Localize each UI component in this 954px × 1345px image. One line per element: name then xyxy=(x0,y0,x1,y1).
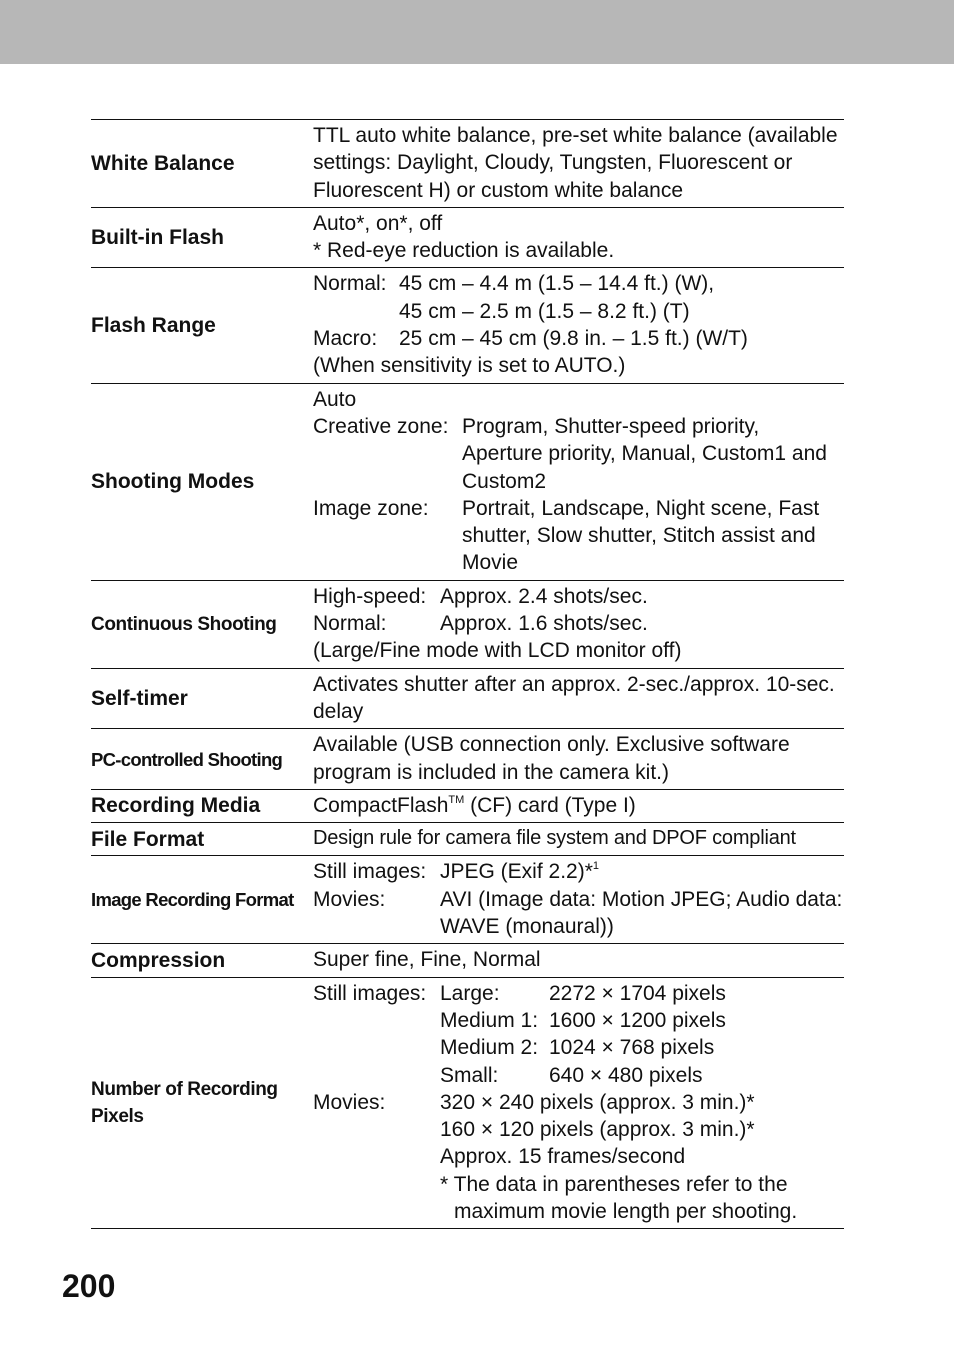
media-text-rest: (CF) card (Type I) xyxy=(464,793,636,817)
continuous-normal-line xyxy=(313,610,844,637)
spec-value-text: TTL auto white balance, pre-set white balance (available settings: Daylight, Cloudy, Tungsten, Fluorescent or Fluorescent H) or custom white balance xyxy=(313,124,838,202)
spec-value xyxy=(313,384,844,580)
spec-value-line: Auto*, on*, off xyxy=(313,211,443,235)
pixels-mov3: Approx. 15 frames/second xyxy=(440,1145,686,1169)
pixels-mov3-line xyxy=(313,1143,844,1170)
spec-label: PC-controlled Shooting xyxy=(91,748,283,770)
spec-table xyxy=(91,119,844,1229)
pixels-footnote-line xyxy=(313,1171,844,1226)
spec-label: Image Recording Format xyxy=(91,889,294,911)
footnote-ref: 1 xyxy=(592,860,600,873)
spec-value xyxy=(313,208,844,268)
spec-value xyxy=(313,856,844,943)
spec-value xyxy=(313,823,844,855)
spec-value xyxy=(313,581,844,668)
spec-value-note: * Red-eye reduction is available. xyxy=(313,239,615,263)
continuous-hs: Approx. 2.4 shots/sec. xyxy=(440,584,648,608)
flash-note: (When sensitivity is set to AUTO.) xyxy=(313,354,626,378)
media-text: CompactFlash xyxy=(313,793,449,817)
format-still-value xyxy=(440,858,844,885)
format-movies-key: Movies: xyxy=(313,887,386,911)
spec-row-white-balance xyxy=(91,120,844,208)
mode-creative-line xyxy=(313,413,844,495)
spec-value xyxy=(313,268,844,382)
pixels-small-line xyxy=(313,1062,844,1089)
flash-macro: 25 cm – 45 cm (9.8 in. – 1.5 ft.) (W/T) xyxy=(399,327,748,351)
spec-value-text: Design rule for camera file system and DPOF compliant xyxy=(313,827,796,850)
spec-row-file-format xyxy=(91,823,844,856)
spec-value-text: Super fine, Fine, Normal xyxy=(313,948,541,972)
spec-row-flash-range xyxy=(91,268,844,383)
pixels-m1-line xyxy=(313,1007,844,1034)
pixels-still-key: Still images: xyxy=(313,981,427,1005)
flash-normal-tele: 45 cm – 2.5 m (1.5 – 8.2 ft.) (T) xyxy=(399,299,690,323)
indent-spacer xyxy=(313,1007,440,1034)
spec-row-pc-controlled-shooting xyxy=(91,729,844,790)
spec-label: Built-in Flash xyxy=(91,226,224,250)
pixels-mov2: 160 × 120 pixels (approx. 3 min.)* xyxy=(440,1118,755,1142)
trademark-mark: TM xyxy=(448,793,465,806)
mode-creative-key: Creative zone: xyxy=(313,414,449,438)
pixels-large-key: Large: xyxy=(440,981,500,1005)
format-still: JPEG (Exif 2.2)* xyxy=(440,860,593,884)
continuous-hs-key: High-speed: xyxy=(313,584,427,608)
pixels-m2-key: Medium 2: xyxy=(440,1036,539,1060)
mode-creative: Program, Shutter-speed priority, Aperture priority, Manual, Custom1 and Custom2 xyxy=(462,414,827,493)
spec-value-text: Available (USB connection only. Exclusive software program is included in the camera kit.) xyxy=(313,733,790,784)
spec-row-number-of-recording-pixels xyxy=(91,978,844,1230)
pixels-m1-key: Medium 1: xyxy=(440,1008,539,1032)
spec-label: Flash Range xyxy=(91,314,216,338)
indent-spacer xyxy=(313,1171,440,1226)
pixels-footnote: * The data in parentheses refer to the maximum movie length per shooting. xyxy=(440,1172,798,1223)
flash-macro-line xyxy=(313,325,844,352)
spec-value xyxy=(313,669,844,729)
continuous-normal: Approx. 1.6 shots/sec. xyxy=(440,612,648,636)
format-movies: AVI (Image data: Motion JPEG; Audio data: WAVE (monaural)) xyxy=(440,887,843,939)
spec-row-continuous-shooting xyxy=(91,581,844,669)
mode-image: Portrait, Landscape, Night scene, Fast shutter, Slow shutter, Stitch assist and Movie xyxy=(462,496,820,575)
spec-label: Recording Media xyxy=(91,794,261,818)
flash-normal-line xyxy=(313,270,844,297)
indent-spacer xyxy=(313,1062,440,1089)
format-movies-line xyxy=(313,886,844,941)
page-number: 200 xyxy=(62,1268,116,1304)
flash-macro-key: Macro: xyxy=(313,327,378,351)
header-band xyxy=(0,0,954,64)
pixels-movies-key: Movies: xyxy=(313,1090,386,1114)
spec-row-image-recording-format xyxy=(91,856,844,944)
spec-row-compression xyxy=(91,944,844,977)
spec-value xyxy=(313,120,844,207)
continuous-normal-key: Normal: xyxy=(313,612,387,636)
indent-spacer xyxy=(313,1143,440,1170)
spec-row-self-timer xyxy=(91,669,844,730)
spec-row-shooting-modes xyxy=(91,384,844,581)
pixels-m1: 1600 × 1200 pixels xyxy=(549,1008,726,1032)
pixels-large-line xyxy=(313,980,844,1007)
spec-value-text: Activates shutter after an approx. 2-sec./approx. 10-sec. delay xyxy=(313,672,835,723)
spec-label: Shooting Modes xyxy=(91,470,255,494)
pixels-mov1: 320 × 240 pixels (approx. 3 min.)* xyxy=(440,1090,755,1114)
indent-spacer xyxy=(313,1034,440,1061)
pixels-movies-line xyxy=(313,1089,844,1116)
flash-normal-tele-line xyxy=(313,298,844,325)
format-still-line xyxy=(313,858,844,885)
spec-value xyxy=(313,790,844,822)
spec-label: File Format xyxy=(91,827,205,851)
spec-label: Self-timer xyxy=(91,686,188,710)
flash-normal-key: Normal: xyxy=(313,272,387,296)
pixels-m2-line xyxy=(313,1034,844,1061)
pixels-small-key: Small: xyxy=(440,1063,499,1087)
mode-auto: Auto xyxy=(313,387,357,411)
indent-spacer xyxy=(313,1116,440,1143)
indent-spacer xyxy=(313,298,399,325)
spec-label: Number of Recording Pixels xyxy=(91,1078,278,1127)
mode-image-key: Image zone: xyxy=(313,496,429,520)
pixels-large: 2272 × 1704 pixels xyxy=(549,981,726,1005)
mode-image-line xyxy=(313,495,844,577)
continuous-note: (Large/Fine mode with LCD monitor off) xyxy=(313,639,682,663)
spec-value xyxy=(313,729,844,789)
spec-row-built-in-flash xyxy=(91,208,844,269)
spec-label: Continuous Shooting xyxy=(91,613,277,635)
pixels-small: 640 × 480 pixels xyxy=(549,1063,703,1087)
spec-row-recording-media xyxy=(91,790,844,823)
spec-value xyxy=(313,944,844,976)
spec-value xyxy=(313,978,844,1229)
continuous-hs-line xyxy=(313,583,844,610)
flash-normal-wide: 45 cm – 4.4 m (1.5 – 14.4 ft.) (W), xyxy=(399,272,715,296)
pixels-mov2-line xyxy=(313,1116,844,1143)
spec-label: Compression xyxy=(91,948,226,972)
format-still-key: Still images: xyxy=(313,860,427,884)
spec-label: White Balance xyxy=(91,151,235,175)
pixels-m2: 1024 × 768 pixels xyxy=(549,1036,715,1060)
